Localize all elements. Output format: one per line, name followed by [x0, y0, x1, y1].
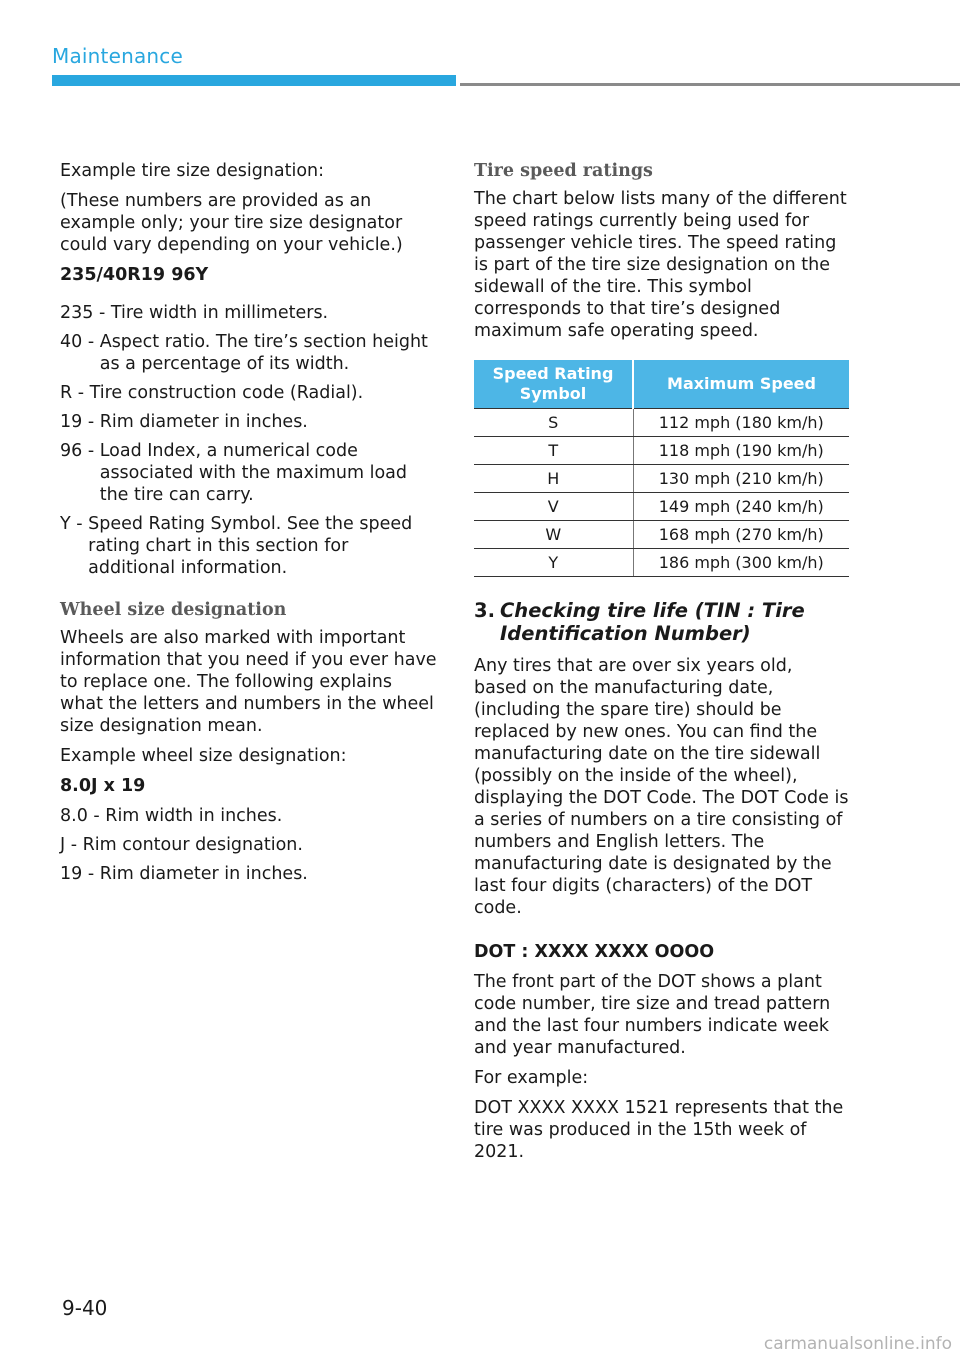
speed-cell: 149 mph (240 km/h)	[633, 493, 849, 521]
def-item	[60, 302, 438, 324]
def-item	[60, 513, 438, 579]
def-desc: Rim diameter in inches.	[99, 412, 308, 432]
def-desc: Rim contour designation.	[82, 835, 303, 855]
table-row	[474, 409, 849, 437]
step-title: Checking tire life (TIN : Tire Identification Number)	[500, 599, 805, 645]
def-term: J -	[60, 835, 83, 855]
def-desc: Tire construction code (Radial).	[89, 383, 364, 403]
def-desc: Rim width in inches.	[105, 806, 283, 826]
symbol-cell: W	[474, 521, 633, 549]
def-term: 235 -	[60, 303, 111, 323]
col-header-symbol: Speed Rating Symbol	[474, 360, 633, 409]
def-term: 19 -	[60, 412, 100, 432]
speed-cell: 118 mph (190 km/h)	[633, 437, 849, 465]
def-item	[60, 382, 438, 404]
symbol-cell: Y	[474, 549, 633, 577]
def-desc: Speed Rating Symbol. See the speed rating chart in this section for additional information.	[88, 514, 413, 578]
speed-cell: 130 mph (210 km/h)	[633, 465, 849, 493]
symbol-cell: S	[474, 409, 633, 437]
wheel-example-label: Example wheel size designation:	[60, 746, 347, 766]
wheel-def-item	[60, 834, 438, 856]
wheel-code: 8.0J x 19	[60, 776, 146, 796]
section-title: Maintenance	[52, 44, 183, 68]
def-item	[60, 331, 438, 375]
symbol-cell: V	[474, 493, 633, 521]
right-column	[474, 160, 850, 1171]
example-label-right: For example:	[474, 1068, 589, 1088]
def-desc: Tire width in millimeters.	[110, 303, 329, 323]
symbol-cell: H	[474, 465, 633, 493]
example-text: DOT XXXX XXXX 1521 represents that the tire was produced in the 15th week of 2021.	[474, 1098, 844, 1162]
step-heading	[474, 599, 850, 645]
example-note: (These numbers are provided as an example only; your tire size designator could vary depending on your vehicle.)	[60, 191, 403, 255]
speed-rating-table	[474, 360, 849, 577]
def-item	[60, 411, 438, 433]
dot-code: DOT : XXXX XXXX OOOO	[474, 942, 715, 962]
def-term: 8.0 -	[60, 806, 106, 826]
table-row	[474, 493, 849, 521]
speed-cell: 112 mph (180 km/h)	[633, 409, 849, 437]
def-term: 40 -	[60, 332, 100, 352]
col-header-speed: Maximum Speed	[633, 360, 849, 409]
header-accent-bar	[52, 75, 456, 86]
step-number: 3.	[474, 599, 495, 622]
symbol-cell: T	[474, 437, 633, 465]
def-term: R -	[60, 383, 90, 403]
def-desc: Rim diameter in inches.	[99, 864, 308, 884]
def-item	[60, 440, 438, 506]
wheel-size-heading: Wheel size designation	[60, 600, 287, 620]
def-term: 96 -	[60, 441, 100, 461]
watermark: carmanualsonline.info	[763, 1334, 952, 1354]
speed-cell: 168 mph (270 km/h)	[633, 521, 849, 549]
table-header-row	[474, 360, 849, 409]
speed-ratings-heading: Tire speed ratings	[474, 161, 653, 181]
tin-paragraph: Any tires that are over six years old, based on the manufacturing date, (including the spare tire) should be replaced by new ones. You can find the manufacturing date on the tire sidewall (possibly on the inside of the wheel), displaying the DOT Code. The DOT Code is a series of numbers on a tire consisting of numbers and English letters. The manufacturing date is designated by the last four digits (characters) of the DOT code.	[474, 656, 849, 918]
def-desc: Aspect ratio. The tire’s section height as a percentage of its width.	[99, 332, 428, 374]
wheel-def-item	[60, 805, 438, 827]
speed-intro: The chart below lists many of the different speed ratings currently being used for passenger vehicle tires. The speed rating is part of the tire size designation on the sidewall of the tire. This symbol corresponds to that tire’s designed maximum safe operating speed.	[474, 189, 847, 341]
wheel-intro: Wheels are also marked with important information that you need if you ever have to replace one. The following explains what the letters and numbers in the wheel size designation mean.	[60, 628, 437, 736]
def-desc: Load Index, a numerical code associated with the maximum load the tire can carry.	[99, 441, 408, 505]
example-label: Example tire size designation:	[60, 161, 325, 181]
table-row	[474, 521, 849, 549]
header-rule	[460, 83, 960, 86]
page-number: 9-40	[62, 1296, 108, 1320]
def-term: 19 -	[60, 864, 100, 884]
dot-paragraph: The front part of the DOT shows a plant code number, tire size and tread pattern and the last four numbers indicate week and year manufactured.	[474, 972, 831, 1058]
tire-code: 235/40R19 96Y	[60, 265, 209, 285]
speed-cell: 186 mph (300 km/h)	[633, 549, 849, 577]
def-term: Y -	[60, 514, 89, 534]
left-column	[60, 160, 438, 892]
wheel-def-item	[60, 863, 438, 885]
table-row	[474, 437, 849, 465]
table-row	[474, 465, 849, 493]
table-row	[474, 549, 849, 577]
